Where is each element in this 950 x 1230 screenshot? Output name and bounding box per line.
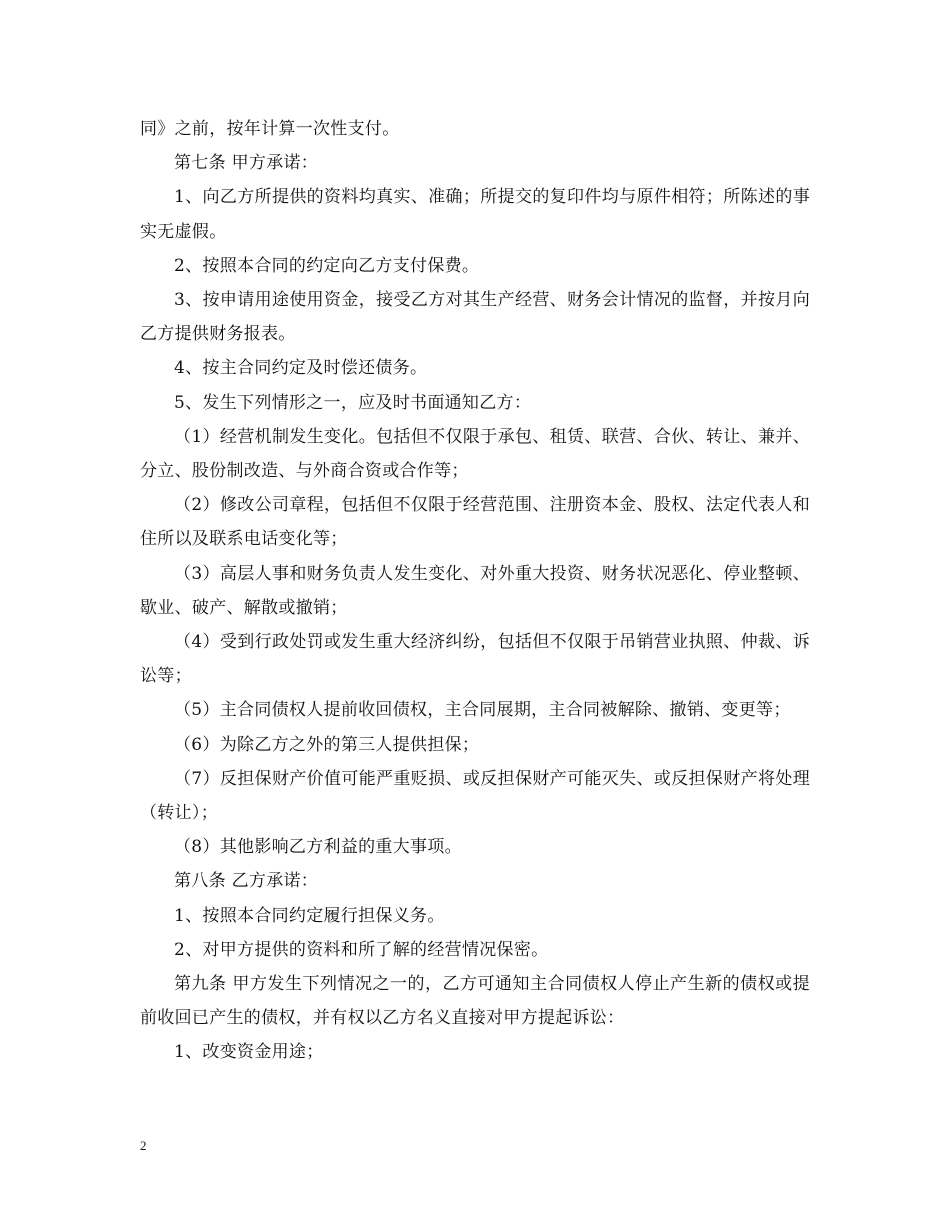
page-number: 2 xyxy=(140,1138,147,1153)
list-item: （1）经营机制发生变化。包括但不仅限于承包、租赁、联营、合伙、转让、兼并、分立、股份制改造、与外商合资或合作等； xyxy=(140,426,810,482)
list-item: （5）主合同债权人提前收回债权，主合同展期，主合同被解除、撤销、变更等； xyxy=(174,700,791,721)
paragraph: 1、改变资金用途； xyxy=(174,1042,324,1063)
paragraph: 同》之前，按年计算一次性支付。 xyxy=(140,119,400,139)
paragraph: 4、按主合同约定及时偿还债务。 xyxy=(174,358,428,379)
paragraph: 3、按申请用途使用资金，接受乙方对其生产经营、财务会计情况的监督，并按月向乙方提供财务报表。 xyxy=(140,290,810,345)
paragraph: 1、向乙方所提供的资料均真实、准确；所提交的复印件均与原件相符；所陈述的事实无虚假。 xyxy=(140,187,810,242)
list-item: （8）其他影响乙方利益的重大事项。 xyxy=(174,837,462,858)
list-item: （3）高层人事和财务负责人发生变化、对外重大投资、财务状况恶化、停业整顿、歇业、破产、解散或撤销； xyxy=(140,563,810,618)
article-heading: 第七条 甲方承诺： xyxy=(174,153,319,174)
list-item: （4）受到行政处罚或发生重大经济纠纷，包括但不仅限于吊销营业执照、仲裁、诉讼等； xyxy=(140,632,810,687)
paragraph: 2、对甲方提供的资料和所了解的经营情况保密。 xyxy=(174,939,549,960)
paragraph: 5、发生下列情形之一，应及时书面通知乙方： xyxy=(174,392,532,413)
paragraph: 2、按照本合同的约定向乙方支付保费。 xyxy=(174,255,480,276)
document-body xyxy=(140,112,810,1070)
list-item: （6）为除乙方之外的第三人提供担保； xyxy=(174,734,480,755)
list-item: （2）修改公司章程，包括但不仅限于经营范围、注册资本金、股权、法定代表人和住所以及联系电话变化等； xyxy=(140,495,810,550)
paragraph: 1、按照本合同约定履行担保义务。 xyxy=(174,905,445,926)
list-item: （7）反担保财产价值可能严重贬损、或反担保财产可能灭失、或反担保财产将处理（转让）； xyxy=(140,768,810,824)
article-heading: 第八条 乙方承诺： xyxy=(174,871,319,892)
article-heading: 第九条 甲方发生下列情况之一的，乙方可通知主合同债权人停止产生新的债权或提前收回已产生的债权，并有权以乙方名义直接对甲方提起诉讼： xyxy=(140,974,810,1029)
